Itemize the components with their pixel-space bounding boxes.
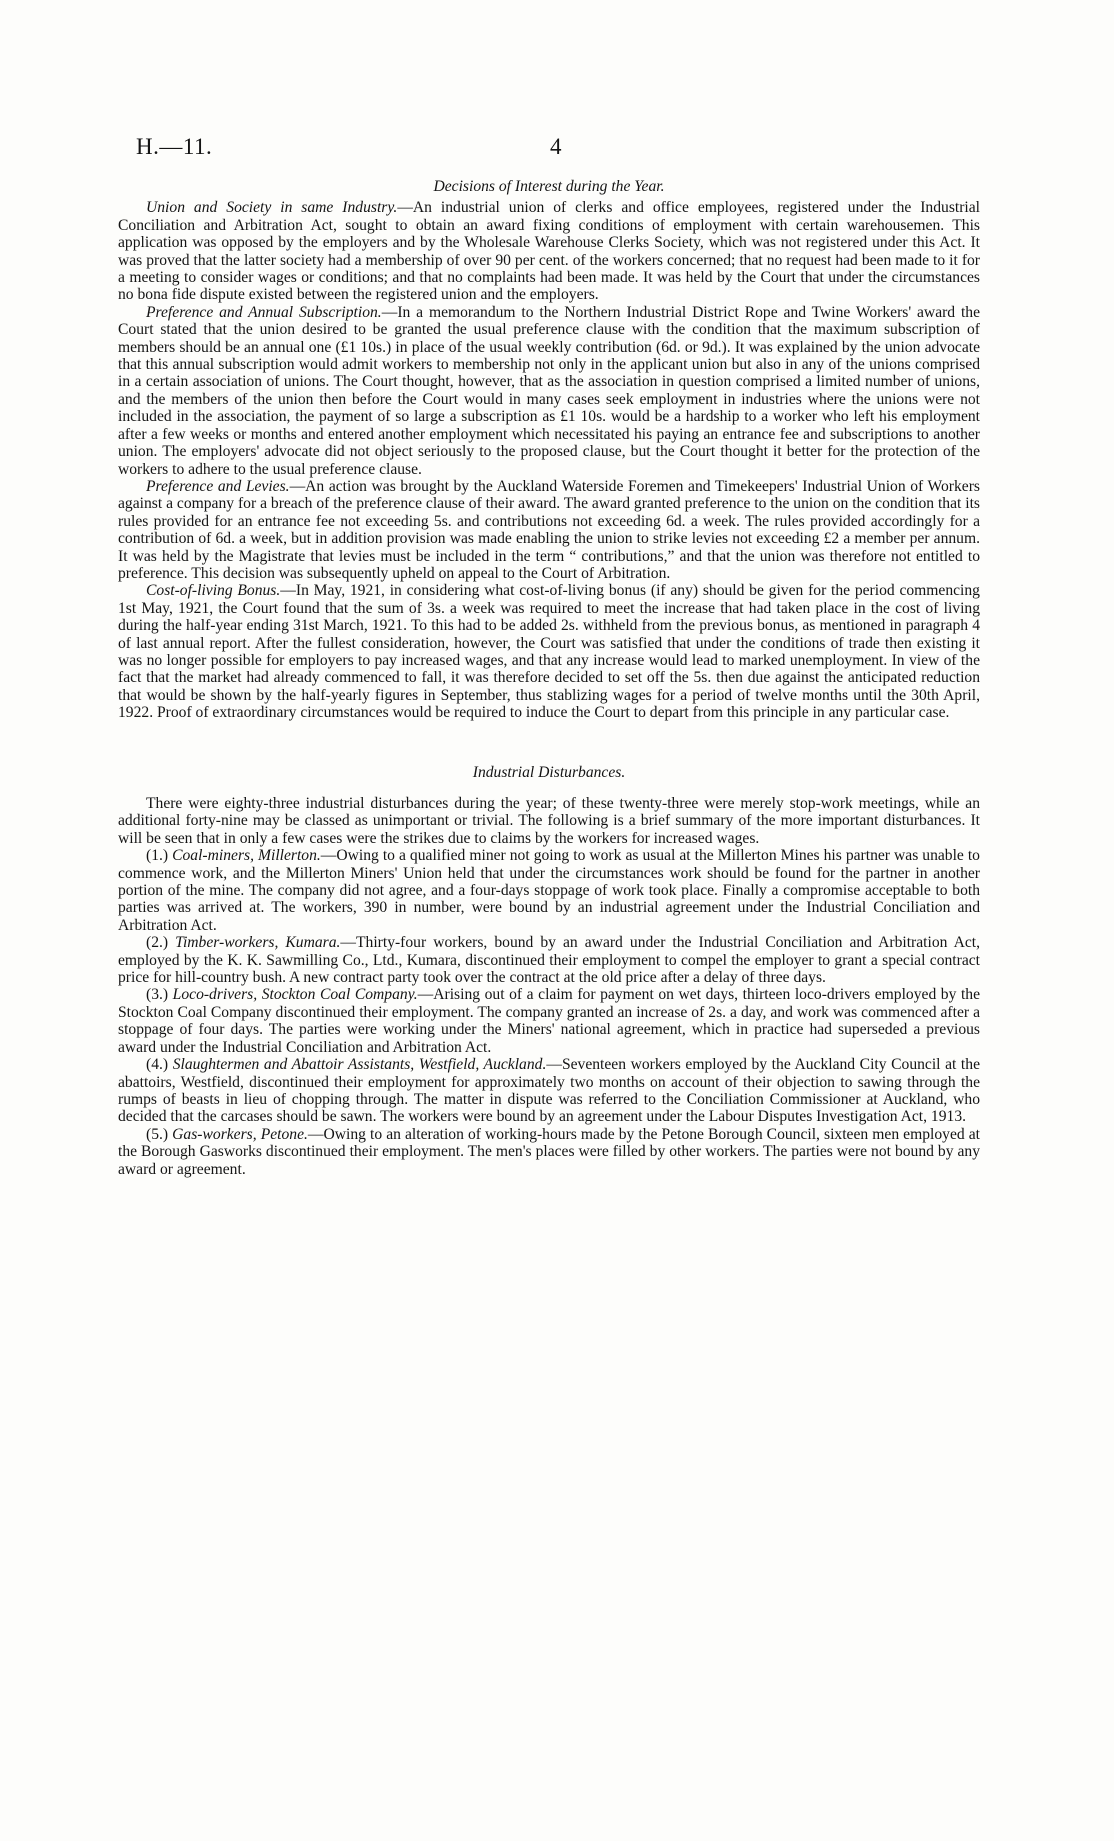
item-heading: Loco-drivers, Stockton Coal Company. [172, 986, 418, 1004]
item-text: —Arising out of a claim for payment on wet days, thirteen loco-drivers employed by the Stockton Coal Company discontinued their employment. The company granted an increase of 2s. a day, and work was commenced after a stoppage of four days. The parties were working under the Miners' national agreement, which in practice had superseded a previous award under the Industrial Conciliation and Arbitration Act. [118, 986, 981, 1056]
item-number: (2.) [146, 934, 169, 952]
paragraph-union-and-society [118, 199, 980, 303]
paragraph-text: —An industrial union of clerks and office employees, registered under the Industrial Conciliation and Arbitration Act, sought to obtain an award fixing conditions of employment with certain warehousemen. This application was opposed by the employers and by the Wholesale Warehouse Clerks Society, which was not registered under this Act. It was proved that the latter society had a membership of over 90 per cent. of the workers concerned; that no request had been made to it for a meeting to consider wages or conditions; and that no complaints had been made. It was held by the Court that under the circumstances no bona fide dispute existed between the registered union and the employers. [118, 199, 980, 304]
section-title-disturbances: Industrial Disturbances. [472, 763, 626, 781]
paragraph-heading: Cost-of-living Bonus. [146, 582, 281, 600]
paragraph-cost-of-living-bonus [118, 582, 980, 721]
item-heading: Timber-workers, Kumara. [175, 934, 341, 952]
item-text: —Thirty-four workers, bound by an award under the Industrial Conciliation and Arbitration Act, employed by the K. K. Sawmilling Co., Ltd., Kumara, discontinued their employment to compel the employer to grant a special contract price for hill-country bush. A new contract party took over the contract at the old price after a delay of three days. [118, 934, 981, 987]
item-text: —Owing to an alteration of working-hours made by the Petone Borough Council, sixteen men employed at the Borough Gasworks discontinued their employment. The men's places were filled by other workers. The parties were not bound by any award or agreement. [118, 1125, 980, 1178]
paragraph-text: —In May, 1921, in considering what cost-of-living bonus (if any) should be given for the period commencing 1st May, 1921, the Court found that the sum of 3s. a week was required to meet the increase that had taken place in the cost of living during the half-year ending 31st March, 1921. To this had to be added 2s. withheld from the previous bonus, as mentioned in paragraph 4 of last annual report. After the fullest consideration, however, the Court was satisfied that under the conditions of trade then existing it was no longer possible for employers to pay increased wages, and that any increase would lead to marked unemployment. In view of the fact that the market had already commenced to fall, it was therefore decided to set off the 5s. then due against the anticipated reduction that would be shown by the half-yearly figures in September, thus stablizing wages for a period of twelve months until the 30th April, 1922. Proof of extraordinary circumstances would be required to induce the Court to depart from this principle in any particular case. [118, 582, 980, 722]
disturbance-item-5 [118, 1126, 980, 1178]
paragraph-heading: Union and Society in same Industry. [146, 199, 398, 217]
item-text: —Owing to a qualified miner not going to work as usual at the Millerton Mines his partner was unable to commence work, and the Millerton Miners' Union held that under the circumstances work should be found for the partner in another portion of the mine. The company did not agree, and a four-days stoppage of work took place. Finally a compromise acceptable to both parties was arrived at. The workers, 390 in number, were bound by an industrial agreement under the Industrial Conciliation and Arbitration Act. [118, 847, 980, 934]
paragraph-heading: Preference and Levies. [146, 477, 290, 495]
document-id: H.—11. [136, 134, 213, 159]
page-body [118, 178, 980, 1178]
paragraph-disturbances-intro: There were eighty-three industrial disturbances during the year; of these twenty-three were merely stop-work meetings, while an additional forty-nine may be classed as unimportant or trivial. The following is a brief summary of the more important disturbances. It will be seen that in only a few cases were the strikes due to claims by the workers for increased wages. [118, 795, 980, 847]
disturbance-item-2 [118, 934, 980, 986]
paragraph-text: —In a memorandum to the Northern Industrial District Rope and Twine Workers' award the Court stated that the union desired to be granted the usual preference clause with the condition that the maximum subscription of members should be an annual one (£1 10s.) in place of the usual weekly contribution (6d. or 9d.). It was explained by the union advocate that this annual subscription would admit workers to membership not only in the applicant union but also in any of the unions comprised in a certain association of unions. The Court thought, however, that as the association in question comprised a limited number of unions, and the members of the union then before the Court would in many cases seek employment in industries where the unions were not included in the association, the payment of so large a subscription as £1 10s. would be a hardship to a worker who left his employment after a few weeks or months and entered another employment which necessitated his paying an entrance fee and subscriptions to another union. The employers' advocate did not object seriously to the proposed clause, but the Court thought it better for the protection of the workers to adhere to the usual preference clause. [118, 303, 981, 478]
item-number: (1.) [146, 847, 169, 865]
paragraph-text: —An action was brought by the Auckland Waterside Foremen and Timekeepers' Industrial Union of Workers against a company for a breach of the preference clause of their award. The award granted preference to the union on the condition that its rules provided for an entrance fee not exceeding 5s. and contributions not exceeding 6d. a week. The rules provided accordingly for a contribution of 6d. a week, but in addition provision was made enabling the union to strike levies not exceeding £2 a member per annum. It was held by the Magistrate that levies must be included in the term “ contributions,” and that the union was therefore not entitled to preference. This decision was subsequently upheld on appeal to the Court of Arbitration. [118, 477, 980, 582]
section-title-decisions: Decisions of Interest during the Year. [433, 178, 665, 195]
item-heading: Slaughtermen and Abattoir Assistants, Westfield, Auckland. [172, 1056, 547, 1074]
paragraph-preference-annual-subscription [118, 304, 980, 478]
page-header [136, 134, 980, 168]
disturbance-item-3 [118, 986, 980, 1056]
item-heading: Coal-miners, Millerton. [172, 847, 321, 865]
disturbance-item-4 [118, 1056, 980, 1126]
item-heading: Gas-workers, Petone. [172, 1125, 308, 1143]
item-number: (4.) [146, 1056, 169, 1074]
paragraph-heading: Preference and Annual Subscription. [146, 303, 382, 321]
item-number: (3.) [146, 986, 169, 1004]
disturbance-item-1 [118, 847, 980, 934]
item-text: —Seventeen workers employed by the Auckland City Council at the abattoirs, Westfield, discontinued their employment for approximately two months on account of their objection to sawing through the rumps of beasts in lieu of chopping through. The matter in dispute was referred to the Conciliation Commissioner at Auckland, who decided that the carcases should be sawn. The workers were bound by an agreement under the Labour Disputes Investigation Act, 1913. [118, 1056, 980, 1126]
paragraph-preference-and-levies [118, 478, 980, 582]
page-number: 4 [550, 134, 562, 159]
item-number: (5.) [146, 1125, 169, 1143]
